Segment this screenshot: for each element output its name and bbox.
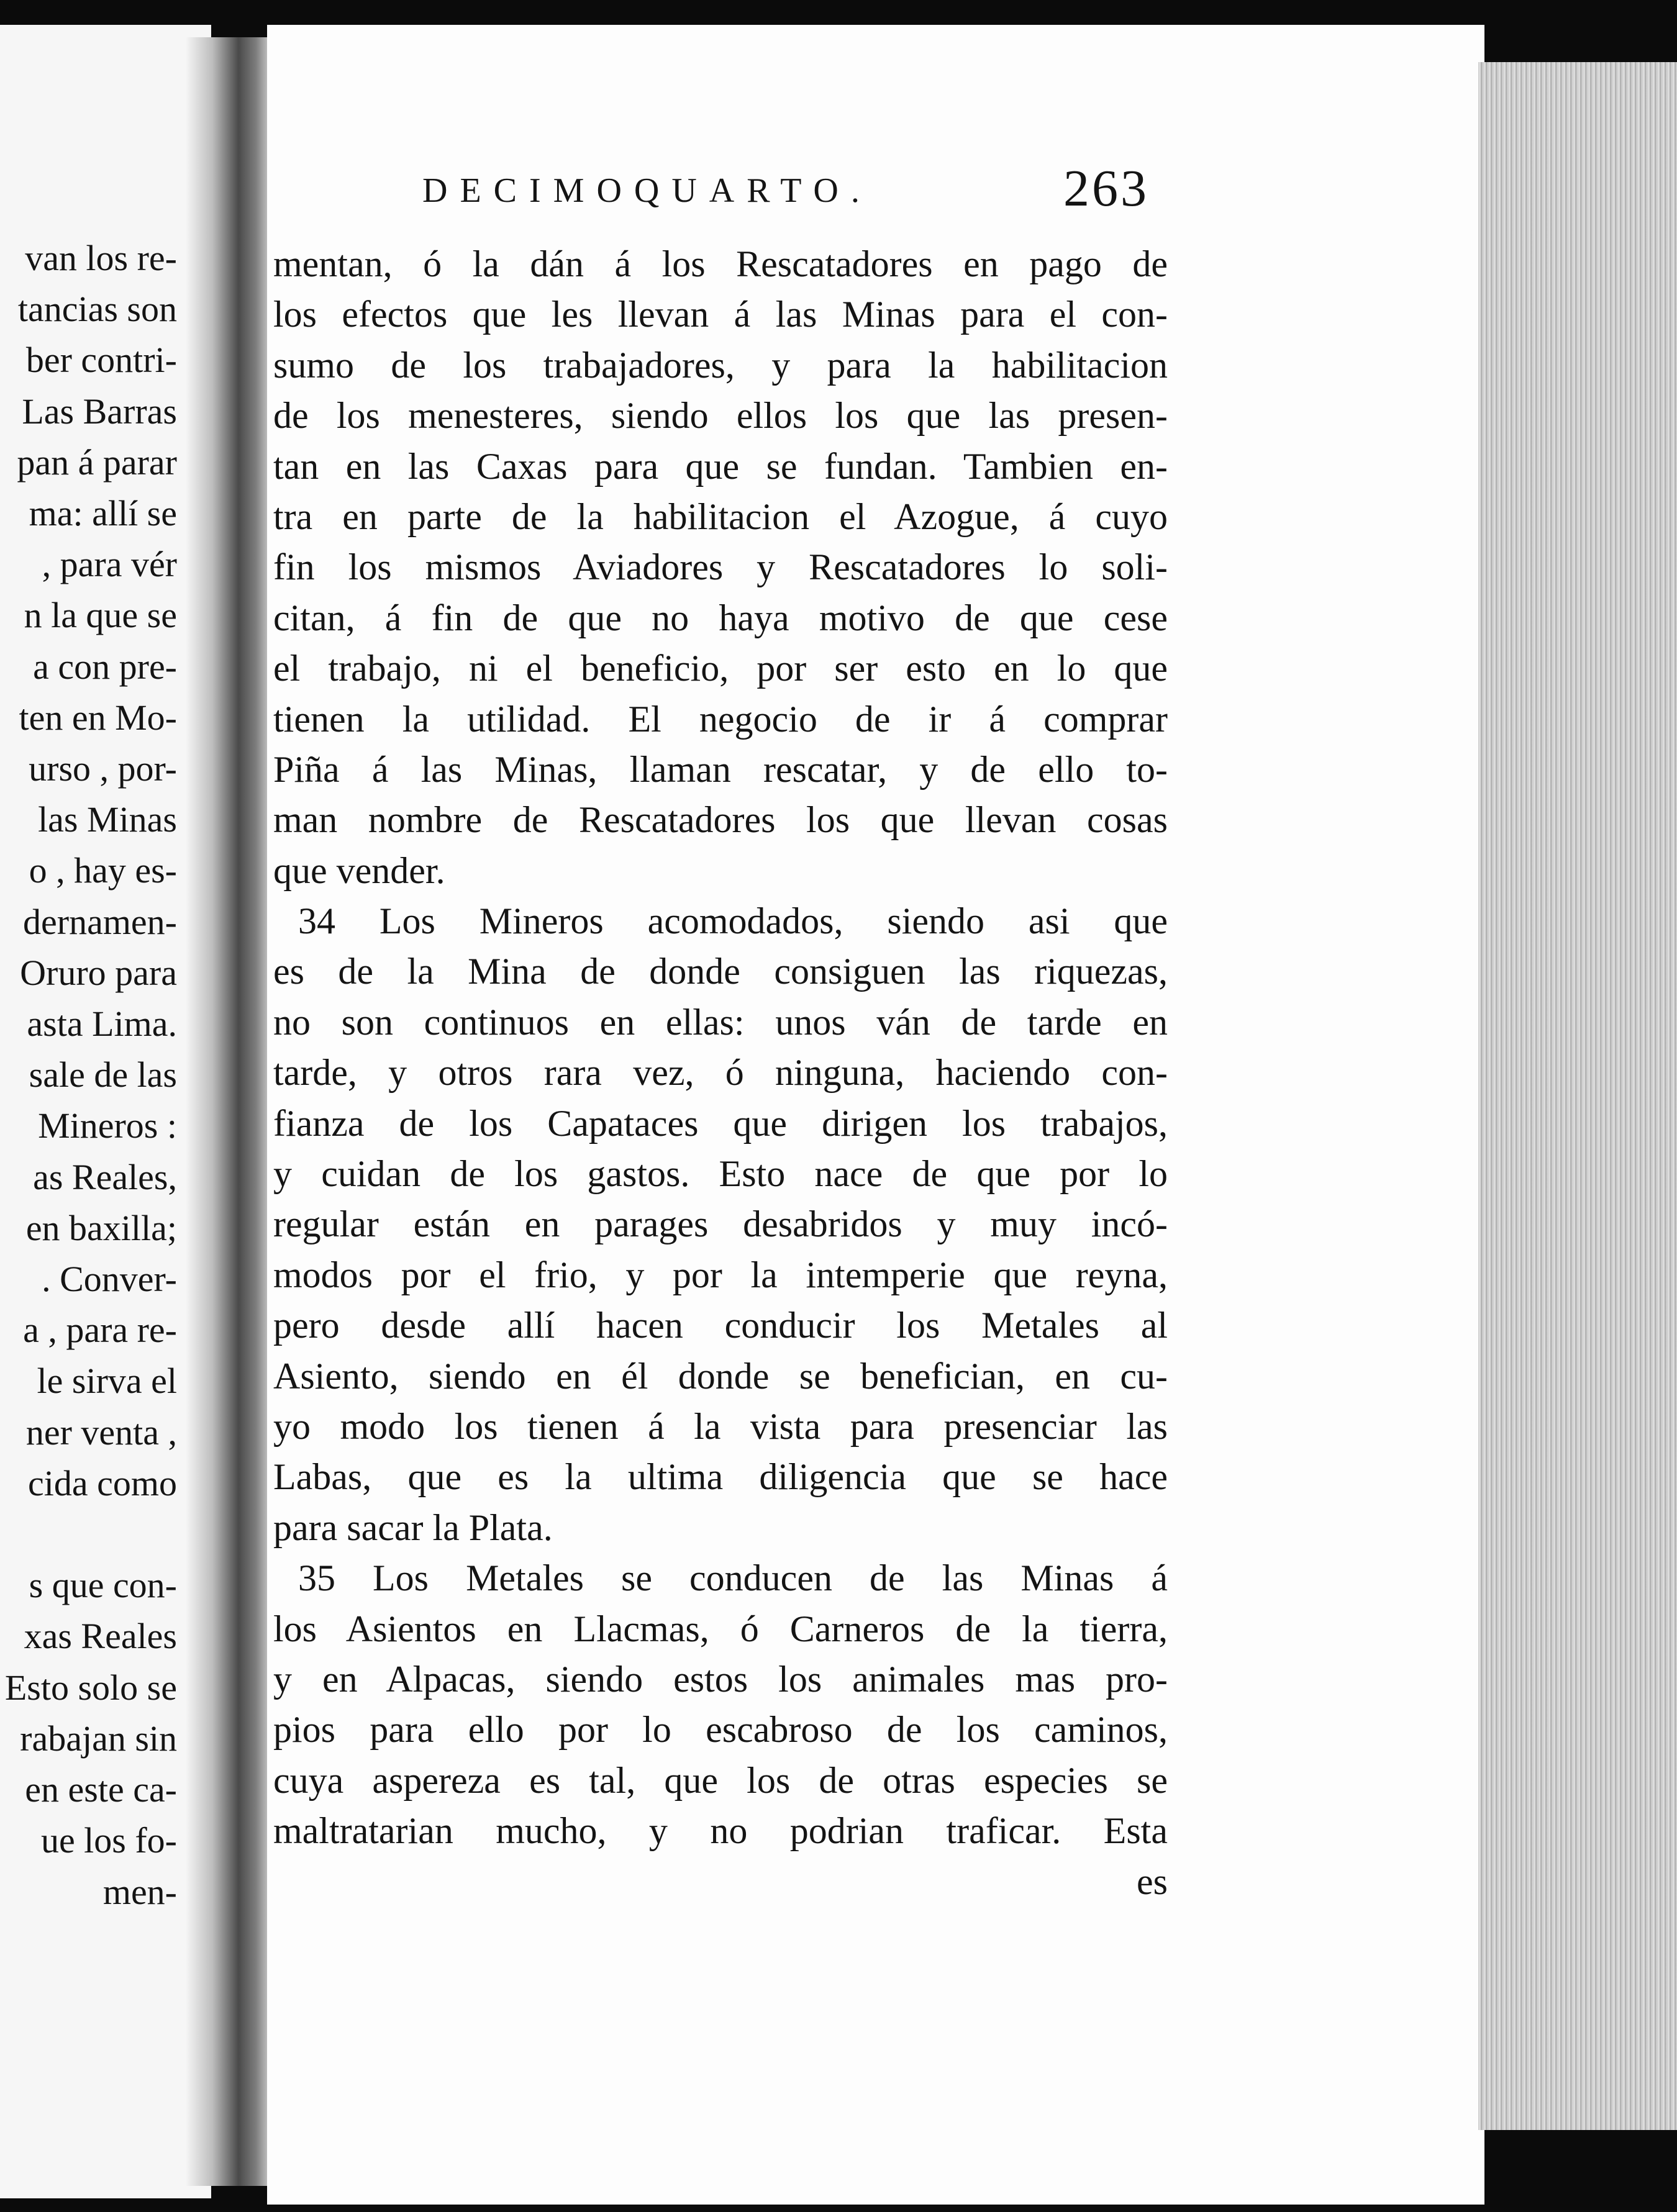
facing-line: ma: allí se: [29, 493, 177, 534]
facing-line: n la que se: [24, 595, 177, 636]
facing-line: xas Reales: [24, 1616, 177, 1657]
facing-line: a , para re-: [23, 1310, 177, 1351]
text-line: el trabajo, ni el beneficio, por ser esto en lo que: [273, 648, 1168, 689]
text-line: Labas, que es la ultima diligencia que se hace: [273, 1456, 1168, 1498]
facing-line: Esto solo se: [4, 1667, 177, 1708]
running-head: [422, 158, 1149, 227]
facing-line: ten en Mo-: [19, 697, 177, 738]
facing-line: cida como: [28, 1462, 177, 1503]
facing-line: ber contri-: [25, 340, 177, 381]
facing-line: pan á parar: [17, 442, 177, 483]
book-gutter: [186, 37, 273, 2186]
facing-line: men-: [102, 1871, 177, 1912]
facing-line: Las Barras: [22, 391, 177, 432]
body-text: [273, 239, 1168, 1907]
facing-line: a con pre-: [33, 646, 177, 687]
facing-line: . Conver-: [42, 1259, 177, 1300]
catchword: es: [1137, 1861, 1168, 1902]
facing-line: en baxilla;: [25, 1207, 177, 1248]
facing-line: Mineros :: [38, 1105, 177, 1146]
text-line: tienen la utilidad. El negocio de ir á comprar: [273, 698, 1168, 740]
running-title: DECIMOQUARTO.: [422, 171, 872, 210]
facing-line: en este ca-: [25, 1769, 177, 1810]
text-line: y en Alpacas, siendo estos los animales mas pro-: [273, 1658, 1168, 1700]
text-line: tan en las Caxas para que se fundan. Tambien en-: [273, 445, 1168, 487]
text-line: maltratarian mucho, y no podrian traficar. Esta: [273, 1810, 1168, 1852]
facing-line: , para vér: [42, 544, 177, 585]
facing-page-left: [0, 25, 211, 2198]
text-line: para sacar la Plata.: [273, 1507, 553, 1548]
text-line: Piña á las Minas, llaman rescatar, y de ello to-: [273, 748, 1168, 790]
facing-line: dernamen-: [23, 901, 177, 942]
text-line: citan, á fin de que no haya motivo de que cese: [273, 597, 1168, 638]
text-line: tarde, y otros rara vez, ó ninguna, haciendo con-: [273, 1052, 1168, 1094]
text-line: pero desde allí hacen conducir los Metales al: [273, 1305, 1168, 1346]
text-line: yo modo los tienen á la vista para presenciar las: [273, 1405, 1168, 1447]
text-line: tra en parte de la habilitacion el Azogue, á cuyo: [273, 496, 1168, 537]
facing-line: Oruro para: [20, 952, 177, 993]
text-line: de los menesteres, siendo ellos los que las presen-: [273, 395, 1168, 437]
text-line: no son continuos en ellas: unos ván de tarde en: [273, 1001, 1168, 1043]
facing-line: as Reales,: [33, 1156, 177, 1197]
facing-line: sale de las: [29, 1054, 177, 1095]
page-number: 263: [1063, 160, 1149, 217]
facing-line: ner venta ,: [25, 1412, 177, 1453]
text-line: cuya aspereza es tal, que los de otras especies se: [273, 1759, 1168, 1801]
page-fore-edge: [1478, 62, 1677, 2130]
facing-page-lines: [0, 233, 177, 1918]
text-line: y cuidan de los gastos. Esto nace de que por lo: [273, 1153, 1168, 1195]
facing-line: le sirva el: [37, 1361, 177, 1402]
text-line: modos por el frio, y por la intemperie que reyna,: [273, 1254, 1168, 1295]
text-line: mentan, ó la dán á los Rescatadores en pago de: [273, 243, 1168, 284]
text-line: los efectos que les llevan á las Minas para el con-: [273, 294, 1168, 335]
text-line: fianza de los Capataces que dirigen los trabajos,: [273, 1102, 1168, 1144]
facing-line: van los re-: [25, 238, 177, 278]
facing-line: o , hay es-: [29, 850, 177, 891]
text-line: sumo de los trabajadores, y para la habilitacion: [273, 344, 1168, 386]
facing-line: asta Lima.: [27, 1004, 177, 1045]
facing-line: tancias son: [17, 289, 177, 330]
text-line: man nombre de Rescatadores los que llevan cosas: [273, 799, 1168, 841]
facing-line: urso , por-: [29, 748, 177, 789]
text-line: los Asientos en Llacmas, ó Carneros de la tierra,: [273, 1608, 1168, 1649]
paragraph-start-35: 35 Los Metales se conducen de las Minas á: [298, 1557, 1168, 1599]
text-line: es de la Mina de donde consiguen las riquezas,: [273, 951, 1168, 992]
facing-line: rabajan sin: [20, 1718, 177, 1759]
text-line: que vender.: [273, 850, 445, 891]
text-line: pios para ello por lo escabroso de los caminos,: [273, 1709, 1168, 1751]
text-line: regular están en parages desabridos y muy incó-: [273, 1203, 1168, 1245]
facing-line: s que con-: [29, 1565, 177, 1606]
text-line: Asiento, siendo en él donde se benefician, en cu-: [273, 1355, 1168, 1397]
facing-line: las Minas: [38, 799, 177, 840]
paragraph-start-34: 34 Los Mineros acomodados, siendo asi que: [298, 900, 1168, 942]
facing-line: ue los fo-: [40, 1820, 177, 1861]
facing-line: [0, 1509, 177, 1560]
text-line: fin los mismos Aviadores y Rescatadores lo soli-: [273, 546, 1168, 588]
